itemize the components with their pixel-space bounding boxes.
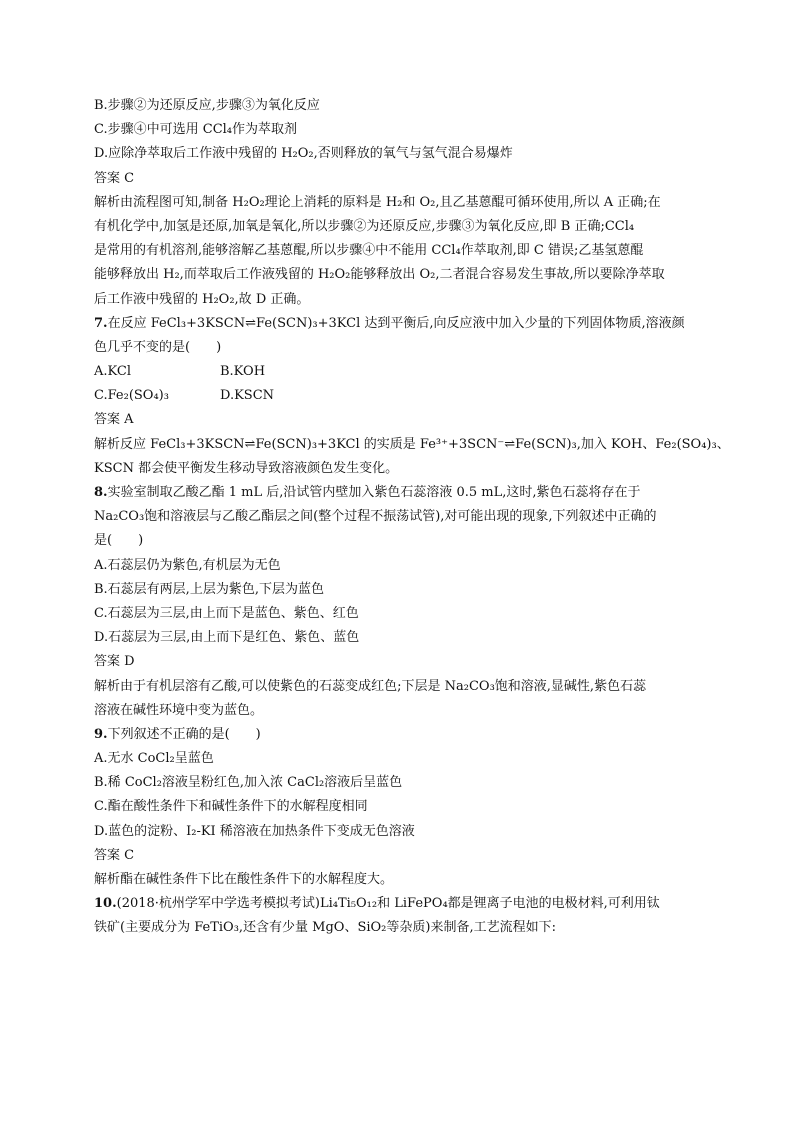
q8-analysis-line: 解析由于有机层溶有乙酸,可以使紫色的石蕊变成红色;下层是 Na₂CO₃饱和溶液,显碱性,紫色石蕊 [94,678,647,694]
q7-stem-text: 在反应 FeCl₃+3KSCN⇌Fe(SCN)₃+3KCl 达到平衡后,向反应液中加入少量的下列固体物质,溶液颜 [107,315,685,331]
q10-stem-text: (2018·杭州学军中学选考模拟考试)Li₄Ti₅O₁₂和 LiFePO₄都是锂离子电池的电极材料,可利用钛 [116,896,660,912]
q7-option-c: C.Fe₂(SO₄)₃ [94,388,169,404]
q7-stem-cont: 色几乎不变的是( ) [94,339,222,355]
q8-number: 8. [94,485,108,500]
q6-analysis-line: 能够释放出 H₂,而萃取后工作液残留的 H₂O₂能够释放出 O₂,二者混合容易发生事故,所以要除净萃取 [94,267,665,283]
q7-option-b: B.KOH [220,364,266,380]
q9-option-b: B.稀 CoCl₂溶液呈粉红色,加入浓 CaCl₂溶液后呈蓝色 [94,775,403,791]
q6-analysis-line: 是常用的有机溶剂,能够溶解乙基蒽醌,所以步骤④中不能用 CCl₄作萃取剂,即 C 错误;乙基氢蒽醌 [94,243,644,259]
q7-option-d: D.KSCN [220,388,275,404]
q9-number: 9. [94,726,108,742]
q7-number: 7. [94,315,108,331]
q8-stem-cont: Na₂CO₃饱和溶液层与乙酸乙酯层之间(整个过程不振荡试管),对可能出现的现象,下列叙述中正确的 [94,509,657,525]
q8-option-d: D.石蕊层为三层,由上而下是红色、紫色、蓝色 [94,630,360,646]
q10-stem [94,892,704,916]
q9-stem [94,723,704,747]
q8-option-a: A.石蕊层仍为紫色,有机层为无色 [94,557,281,573]
q7-stem [94,312,704,336]
q7-options-row-2 [94,384,704,408]
q10-stem-cont: 铁矿(主要成分为 FeTiO₃,还含有少量 MgO、SiO₂等杂质)来制备,工艺流程如下: [94,920,556,936]
q7-analysis-line: KSCN 都会使平衡发生移动导致溶液颜色发生变化。 [94,460,399,476]
q8-stem [94,481,704,505]
q7-analysis-line: 解析反应 FeCl₃+3KSCN⇌Fe(SCN)₃+3KCl 的实质是 Fe³⁺+3SCN⁻⇌Fe(SCN)₃,加入 KOH、Fe₂(SO₄)₃、 [94,436,730,452]
q9-option-d: D.蓝色的淀粉、I₂-KI 稀溶液在加热条件下变成无色溶液 [94,823,415,839]
q9-answer: 答案 C [94,847,135,863]
q7-option-a: A.KCl [94,364,131,380]
q8-analysis-line: 溶液在碱性环境中变为蓝色。 [94,702,264,718]
q9-stem-text: 下列叙述不正确的是( ) [107,726,261,742]
q6-analysis-line: 后工作液中残留的 H₂O₂,故 D 正确。 [94,291,310,307]
q6-option-d: D.应除净萃取后工作液中残留的 H₂O₂,否则释放的氧气与氢气混合易爆炸 [94,146,513,162]
q8-option-b: B.石蕊层有两层,上层为紫色,下层为蓝色 [94,581,324,597]
q8-option-c: C.石蕊层为三层,由上而下是蓝色、紫色、红色 [94,605,359,621]
q10-number: 10. [94,896,117,912]
page-content [94,94,730,941]
q8-stem-text: 实验室制取乙酸乙酯 1 mL 后,沿试管内壁加入紫色石蕊溶液 0.5 mL,这时,紫色石蕊将存在于 [107,485,641,500]
q6-option-c: C.步骤④中可选用 CCl₄作为萃取剂 [94,122,298,138]
q9-option-a: A.无水 CoCl₂呈蓝色 [94,751,214,767]
q7-options-row-1 [94,360,704,384]
q6-option-b: B.步骤②为还原反应,步骤③为氧化反应 [94,98,320,113]
q8-answer: 答案 D [94,654,135,670]
q8-stem-cont: 是( ) [94,533,144,549]
q9-option-c: C.酯在酸性条件下和碱性条件下的水解程度相同 [94,799,368,815]
q6-answer: 答案 C [94,170,135,186]
q6-analysis-line: 有机化学中,加氢是还原,加氧是氧化,所以步骤②为还原反应,步骤③为氧化反应,即 B 正确;CCl₄ [94,218,635,234]
q6-analysis-line: 解析由流程图可知,制备 H₂O₂理论上消耗的原料是 H₂和 O₂,且乙基蒽醌可循环使用,所以 A 正确;在 [94,194,661,210]
q9-analysis-line: 解析酯在碱性条件下比在酸性条件下的水解程度大。 [94,872,394,887]
q7-answer: 答案 A [94,412,134,428]
